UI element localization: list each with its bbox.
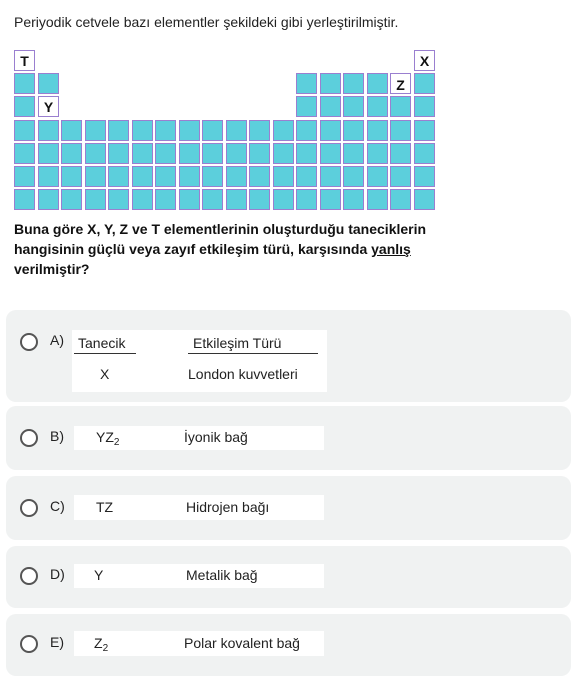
table-cell (273, 120, 294, 141)
table-cell (226, 166, 247, 187)
table-cell (85, 120, 106, 141)
table-cell (132, 189, 153, 210)
table-cell (38, 166, 59, 187)
option-a-table (72, 330, 327, 392)
table-cell (273, 189, 294, 210)
table-cell (296, 166, 317, 187)
table-cell (249, 189, 270, 210)
option-e-particle-sub: 2 (102, 643, 109, 654)
radio-a[interactable] (20, 333, 38, 351)
option-d[interactable] (6, 546, 571, 608)
table-cell (14, 96, 35, 117)
option-d-particle: Y (94, 567, 104, 583)
table-cell (38, 189, 59, 210)
table-cell (343, 120, 364, 141)
table-cell (414, 73, 435, 94)
table-cell (343, 189, 364, 210)
table-cell (320, 73, 341, 94)
table-cell (85, 143, 106, 164)
option-e-particle (94, 635, 108, 654)
table-cell (367, 96, 388, 117)
prompt-text-1: Buna göre X, Y, Z ve T elementlerinin oluşturduğu taneciklerin hangisinin güçlü veya zayıf etkileşim türü, karşısında (14, 221, 427, 257)
table-cell (367, 120, 388, 141)
table-cell (414, 189, 435, 210)
table-cell (14, 143, 35, 164)
option-b[interactable] (6, 406, 571, 470)
table-cell (249, 120, 270, 141)
table-cell (38, 120, 59, 141)
table-cell (14, 120, 35, 141)
option-b-particle-base: YZ (96, 429, 114, 445)
table-cell (85, 166, 106, 187)
question-intro: Periyodik cetvele bazı elementler şekildeki gibi yerleştirilmiştir. (14, 14, 399, 30)
table-cell (414, 143, 435, 164)
option-b-particle (96, 429, 119, 448)
table-cell (108, 143, 129, 164)
option-b-row (74, 426, 324, 450)
table-cell (202, 143, 223, 164)
option-e-row (74, 631, 324, 656)
table-cell (226, 189, 247, 210)
option-a[interactable] (6, 310, 571, 402)
table-cell (226, 143, 247, 164)
table-cell (367, 166, 388, 187)
option-b-letter: B) (50, 428, 64, 444)
table-cell (14, 189, 35, 210)
option-b-particle-sub: 2 (113, 437, 120, 448)
table-cell (414, 120, 435, 141)
table-cell (132, 143, 153, 164)
table-cell (61, 189, 82, 210)
table-cell (202, 120, 223, 141)
radio-d[interactable] (20, 567, 38, 585)
table-cell (155, 120, 176, 141)
option-a-interaction: London kuvvetleri (188, 366, 298, 382)
table-cell (320, 143, 341, 164)
table-cell (85, 189, 106, 210)
option-c-particle: TZ (96, 499, 114, 515)
table-cell (390, 189, 411, 210)
table-cell (367, 143, 388, 164)
element-cell-z: Z (390, 73, 411, 94)
table-cell (343, 143, 364, 164)
question-prompt (14, 219, 464, 279)
table-cell (108, 189, 129, 210)
table-cell (108, 120, 129, 141)
table-cell (343, 166, 364, 187)
prompt-underlined-word: yanlış (371, 241, 411, 257)
table-cell (390, 96, 411, 117)
table-cell (14, 166, 35, 187)
table-cell (414, 166, 435, 187)
radio-c[interactable] (20, 499, 38, 517)
table-cell (249, 143, 270, 164)
table-cell (202, 166, 223, 187)
table-cell (179, 189, 200, 210)
option-d-letter: D) (50, 566, 65, 582)
header-underline-1 (74, 353, 136, 354)
table-cell (108, 166, 129, 187)
table-cell (273, 143, 294, 164)
header-underline-2 (188, 353, 318, 354)
table-cell (343, 96, 364, 117)
element-cell-x: X (414, 50, 435, 71)
option-e[interactable] (6, 614, 571, 676)
table-cell (155, 189, 176, 210)
table-cell (38, 143, 59, 164)
table-cell (179, 143, 200, 164)
element-cell-y: Y (38, 96, 59, 117)
table-cell (179, 166, 200, 187)
table-cell (38, 73, 59, 94)
col-header-interaction: Etkileşim Türü (193, 335, 282, 351)
table-cell (273, 166, 294, 187)
table-cell (296, 120, 317, 141)
option-d-row (74, 564, 324, 588)
table-cell (296, 189, 317, 210)
prompt-text-2: verilmiştir? (14, 261, 90, 277)
option-c-interaction: Hidrojen bağı (186, 499, 270, 515)
table-cell (61, 166, 82, 187)
table-cell (390, 143, 411, 164)
table-cell (249, 166, 270, 187)
table-cell (320, 120, 341, 141)
table-cell (226, 120, 247, 141)
table-cell (320, 189, 341, 210)
table-cell (320, 96, 341, 117)
option-a-particle: X (100, 366, 110, 382)
option-e-particle-base: Z (94, 635, 103, 651)
table-cell (155, 143, 176, 164)
option-d-interaction: Metalik bağ (186, 567, 258, 583)
option-c-letter: C) (50, 498, 65, 514)
option-c[interactable] (6, 476, 571, 540)
table-cell (14, 73, 35, 94)
table-cell (320, 166, 341, 187)
option-a-letter: A) (50, 332, 64, 348)
table-cell (296, 143, 317, 164)
col-header-particle: Tanecik (78, 335, 126, 351)
table-cell (179, 120, 200, 141)
table-cell (132, 166, 153, 187)
table-cell (155, 166, 176, 187)
table-cell (61, 120, 82, 141)
table-cell (367, 189, 388, 210)
table-cell (296, 96, 317, 117)
table-cell (202, 189, 223, 210)
element-cell-t: T (14, 50, 35, 71)
radio-b[interactable] (20, 429, 38, 447)
option-e-letter: E) (50, 634, 64, 650)
table-cell (390, 166, 411, 187)
option-e-interaction: Polar kovalent bağ (184, 635, 300, 651)
option-b-interaction: İyonik bağ (184, 429, 248, 445)
table-cell (132, 120, 153, 141)
table-cell (390, 120, 411, 141)
option-c-row (74, 495, 324, 520)
table-cell (343, 73, 364, 94)
radio-e[interactable] (20, 635, 38, 653)
table-cell (61, 143, 82, 164)
table-cell (414, 96, 435, 117)
table-cell (296, 73, 317, 94)
table-cell (367, 73, 388, 94)
